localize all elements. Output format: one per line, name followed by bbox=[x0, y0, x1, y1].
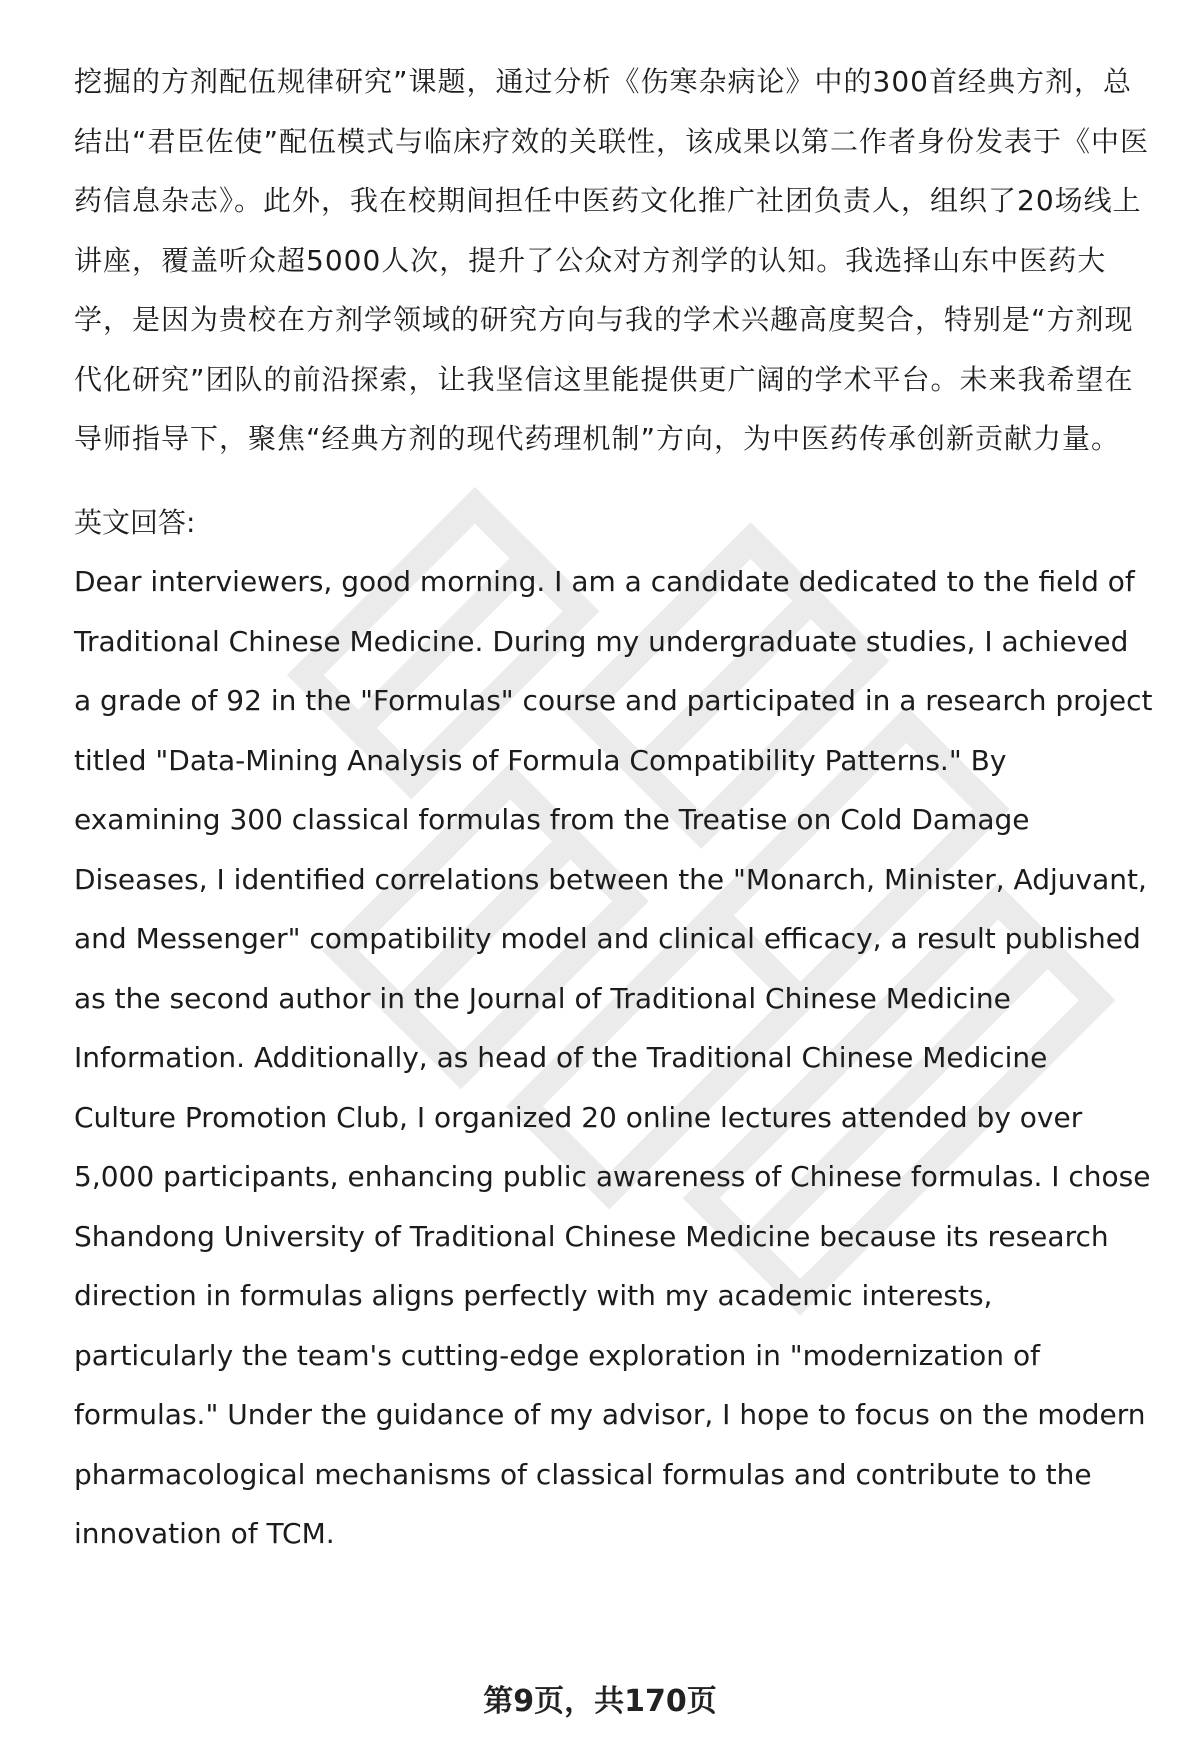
chinese-answer-paragraph: 挖掘的方剂配伍规律研究”课题，通过分析《伤寒杂病论》中的300首经典方剂，总结出“君臣佐使”配伍模式与临床疗效的关联性，该成果以第二作者身份发表于《中医药信息杂志》。此外，我在校期间担任中医药文化推广社团负责人，组织了20场线上讲座，覆盖听众超5000人次，提升了公众对方剂学的认知。我选择山东中医药大学，是因为贵校在方剂学领域的研究方向与我的学术兴趣高度契合，特别是“方剂现代化研究”团队的前沿探索，让我坚信这里能提供更广阔的学术平台。未来我希望在导师指导下，聚焦“经典方剂的现代药理机制”方向，为中医药传承创新贡献力量。 bbox=[74, 65, 1150, 455]
english-answer-label: 英文回答: bbox=[74, 505, 196, 539]
document-body bbox=[74, 52, 1154, 1564]
page-footer-number: 第9页，共170页 bbox=[483, 1684, 717, 1719]
english-answer-paragraph: Dear interviewers, good morning. I am a candidate dedicated to the field of Traditional Chinese Medicine. During my undergraduate studies, I achieved a grade of 92 in the "Formulas" course and participated in a research project titled "Data-Mining Analysis of Formula Compatibility Patterns." By examining 300 classical formulas from the Treatise on Cold Damage Diseases, I identified correlations between the "Monarch, Minister, Adjuvant, and Messenger" compatibility model and clinical efficacy, a result published as the second author in the Journal of Traditional Chinese Medicine Information. Additionally, as head of the Traditional Chinese Medicine Culture Promotion Club, I organized 20 online lectures attended by over 5,000 participants, enhancing public awareness of Chinese formulas. I chose Shandong University of Traditional Chinese Medicine because its research direction in formulas aligns perfectly with my academic interests, particularly the team's cutting-edge exploration in "modernization of formulas." Under the guidance of my advisor, I hope to focus on the modern pharmacological mechanisms of classical formulas and contribute to the innovation of TCM. bbox=[74, 565, 1153, 1550]
